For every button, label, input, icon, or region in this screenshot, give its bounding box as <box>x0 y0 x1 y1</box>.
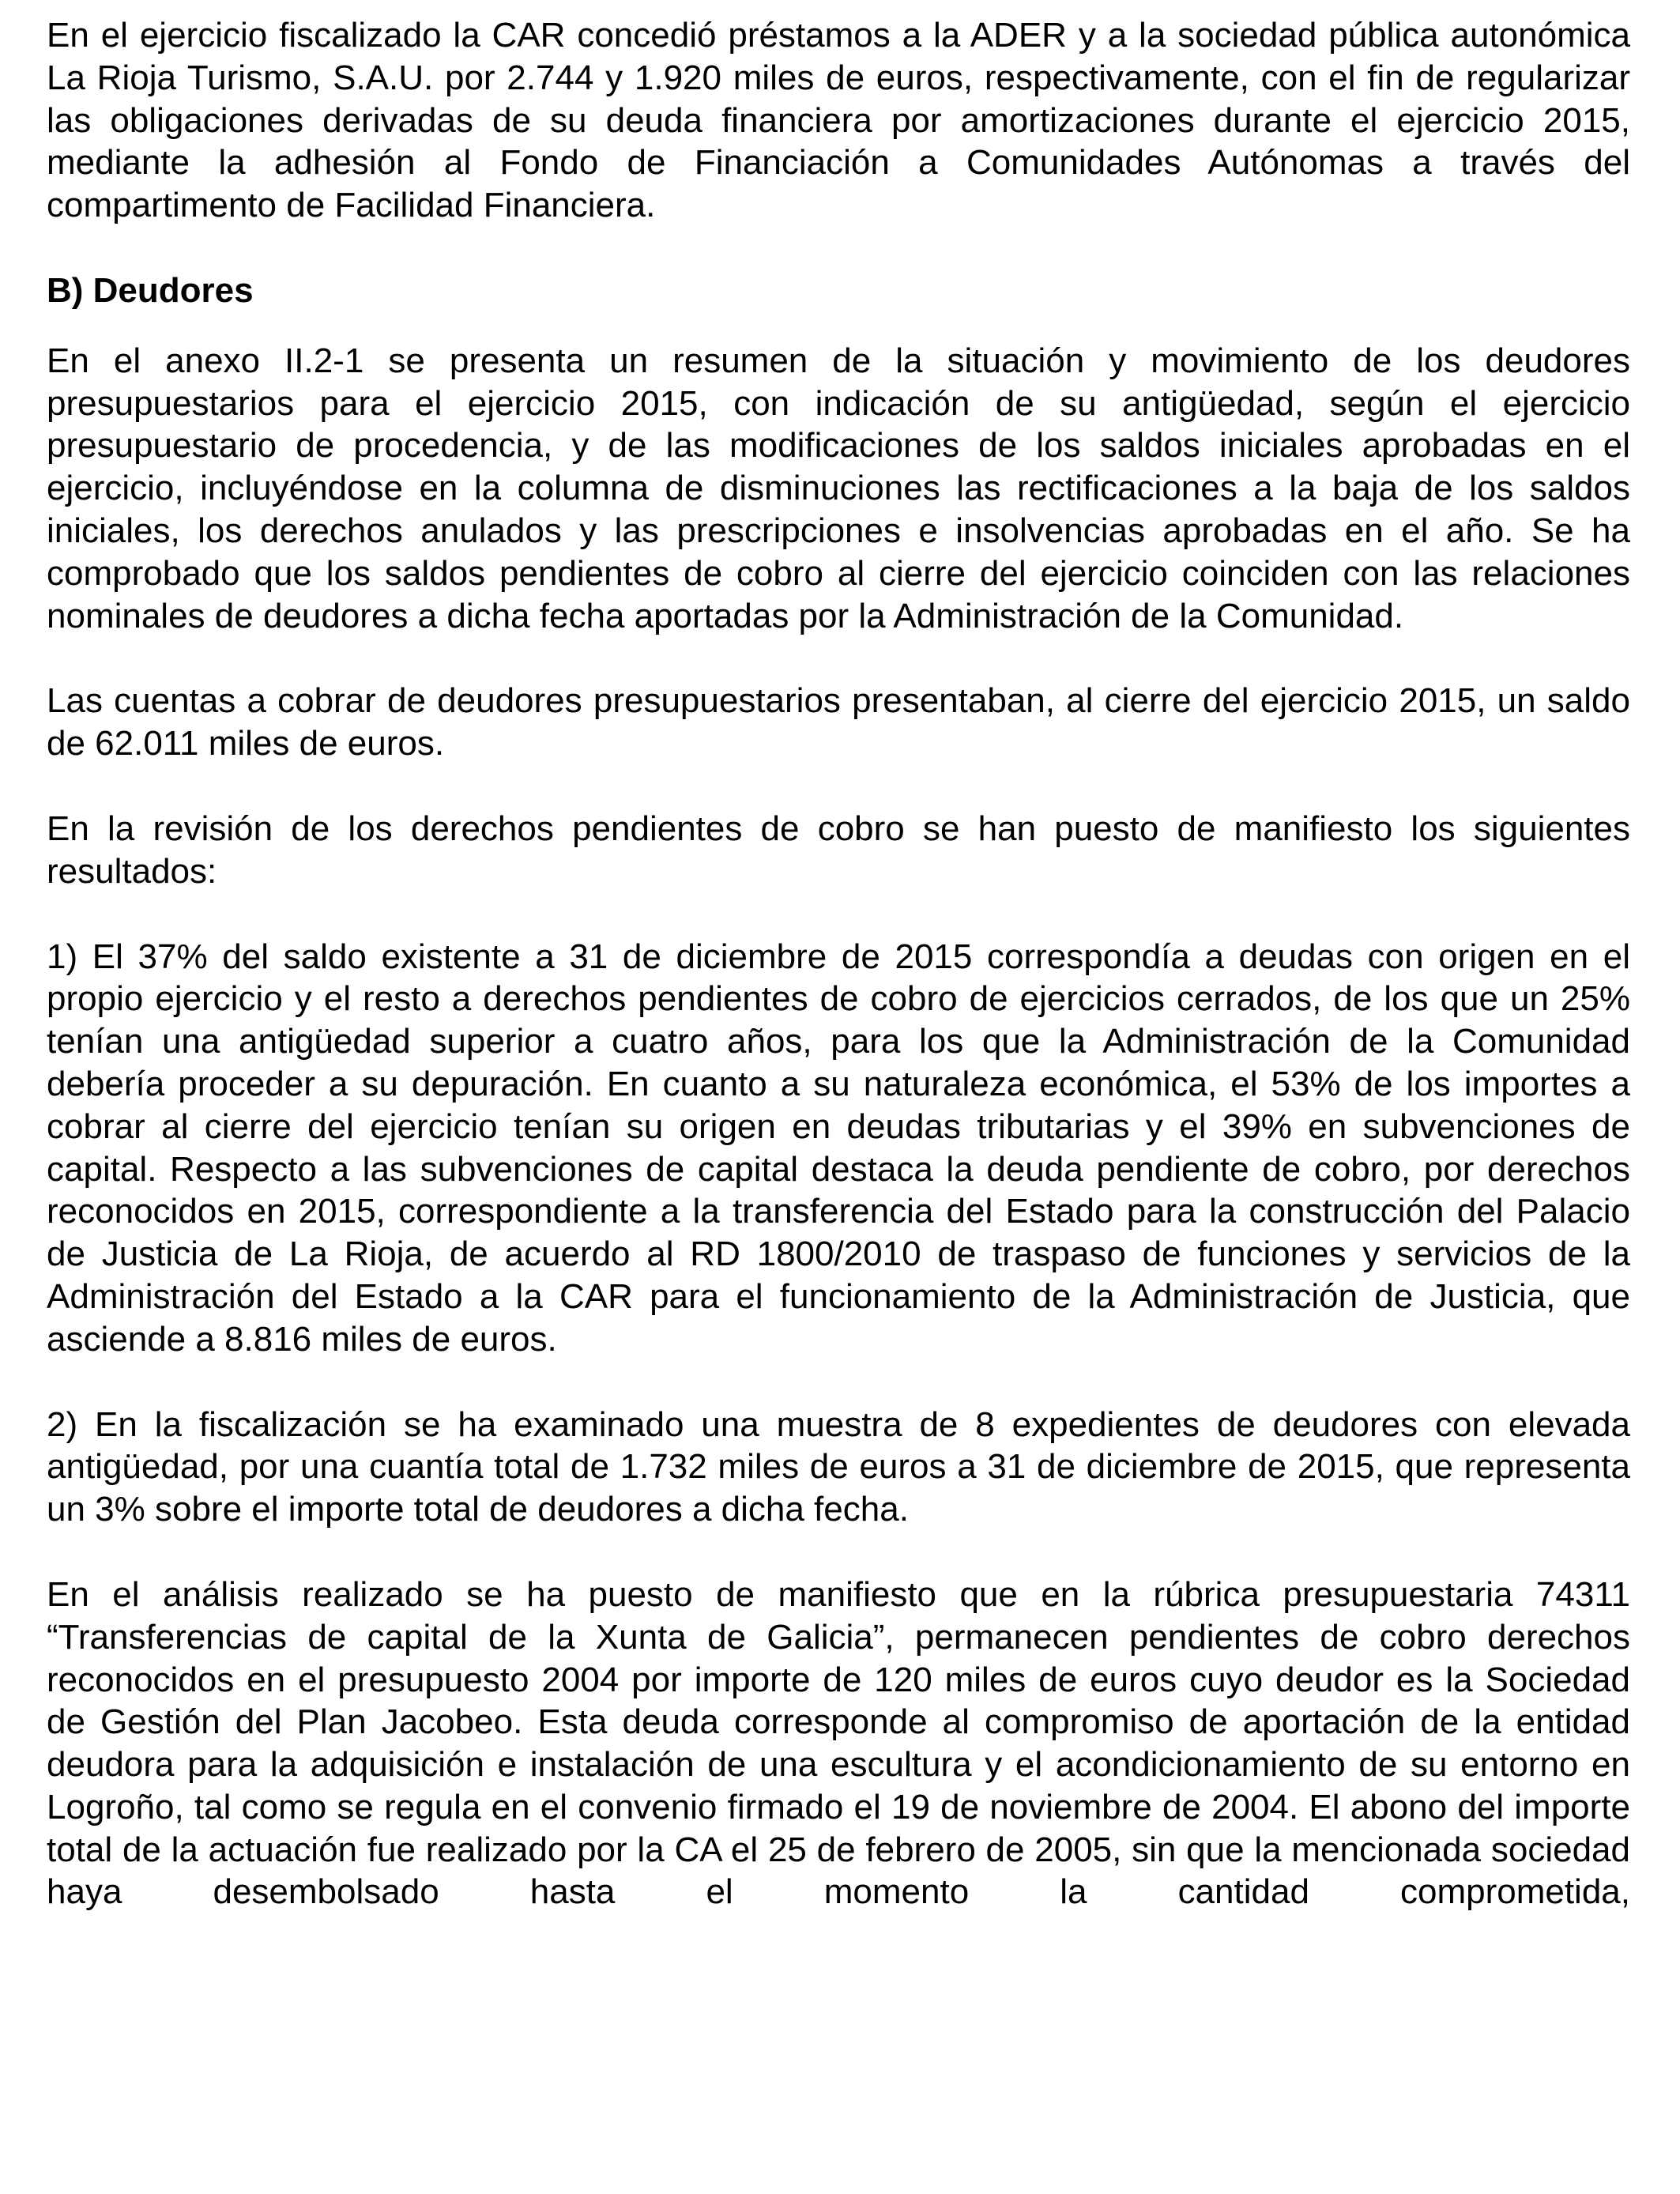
paragraph-prestamos-ader: En el ejercicio fiscalizado la CAR concedió préstamos a la ADER y a la sociedad pública autonómica La Rioja Turismo, S.A.U. por 2.744 y 1.920 miles de euros, respectivamente, con el fin de regularizar las obligaciones derivadas de su deuda financiera por amortizaciones durante el ejercicio 2015, mediante la adhesión al Fondo de Financiación a Comunidades Autónomas a través del compartimento de Facilidad Financiera. <box>47 16 1630 225</box>
document-page <box>47 14 1630 1913</box>
paragraph-saldo-deudores: Las cuentas a cobrar de deudores presupuestarios presentaban, al cierre del ejercicio 2015, un saldo de 62.011 miles de euros. <box>47 681 1630 763</box>
paragraph-resultado-2: 2) En la fiscalización se ha examinado una muestra de 8 expedientes de deudores con elevada antigüedad, por una cuantía total de 1.732 miles de euros a 31 de diciembre de 2015, que representa un 3% sobre el importe total de deudores a dicha fecha. <box>47 1404 1630 1529</box>
paragraph-resultado-1: 1) El 37% del saldo existente a 31 de diciembre de 2015 correspondía a deudas con origen en el propio ejercicio y el resto a derechos pendientes de cobro de ejercicios cerrados, de los que un 25% tenían una antigüedad superior a cuatro años, para los que la Administración de la Comunidad debería proceder a su depuración. En cuanto a su naturaleza económica, el 53% de los importes a cobrar al cierre del ejercicio tenían su origen en deudas tributarias y el 39% en subvenciones de capital. Respecto a las subvenciones de capital destaca la deuda pendiente de cobro, por derechos reconocidos en 2015, correspondiente a la transferencia del Estado para la construcción del Palacio de Justicia de La Rioja, de acuerdo al RD 1800/2010 de traspaso de funciones y servicios de la Administración del Estado a la CAR para el funcionamiento de la Administración de Justicia, que asciende a 8.816 miles de euros. <box>47 937 1630 1359</box>
section-heading-deudores: B) Deudores <box>47 270 254 310</box>
paragraph-analisis-xunta: En el análisis realizado se ha puesto de manifiesto que en la rúbrica presupuestaria 74311 “Transferencias de capital de la Xunta de Galicia”, permanecen pendientes de cobro derechos reconocidos en el presupuesto 2004 por importe de 120 miles de euros cuyo deudor es la Sociedad de Gestión del Plan Jacobeo. Esta deuda corresponde al compromiso de aportación de la entidad deudora para la adquisición e instalación de una escultura y el acondicionamiento de su entorno en Logroño, tal como se regula en el convenio firmado el 19 de noviembre de 2004. El abono del importe total de la actuación fue realizado por la CA el 25 de febrero de 2005, sin que la mencionada sociedad haya desembolsado hasta el momento la cantidad comprometida, <box>47 1574 1630 1912</box>
paragraph-revision-intro: En la revisión de los derechos pendientes de cobro se han puesto de manifiesto los siguientes resultados: <box>47 809 1630 891</box>
paragraph-anexo-resumen: En el anexo II.2-1 se presenta un resumen de la situación y movimiento de los deudores presupuestarios para el ejercicio 2015, con indicación de su antigüedad, según el ejercicio presupuestario de procedencia, y de las modificaciones de los saldos iniciales aprobadas en el ejercicio, incluyéndose en la columna de disminuciones las rectificaciones a la baja de los saldos iniciales, los derechos anulados y las prescripciones e insolvencias aprobadas en el año. Se ha comprobado que los saldos pendientes de cobro al cierre del ejercicio coinciden con las relaciones nominales de deudores a dicha fecha aportadas por la Administración de la Comunidad. <box>47 341 1630 635</box>
